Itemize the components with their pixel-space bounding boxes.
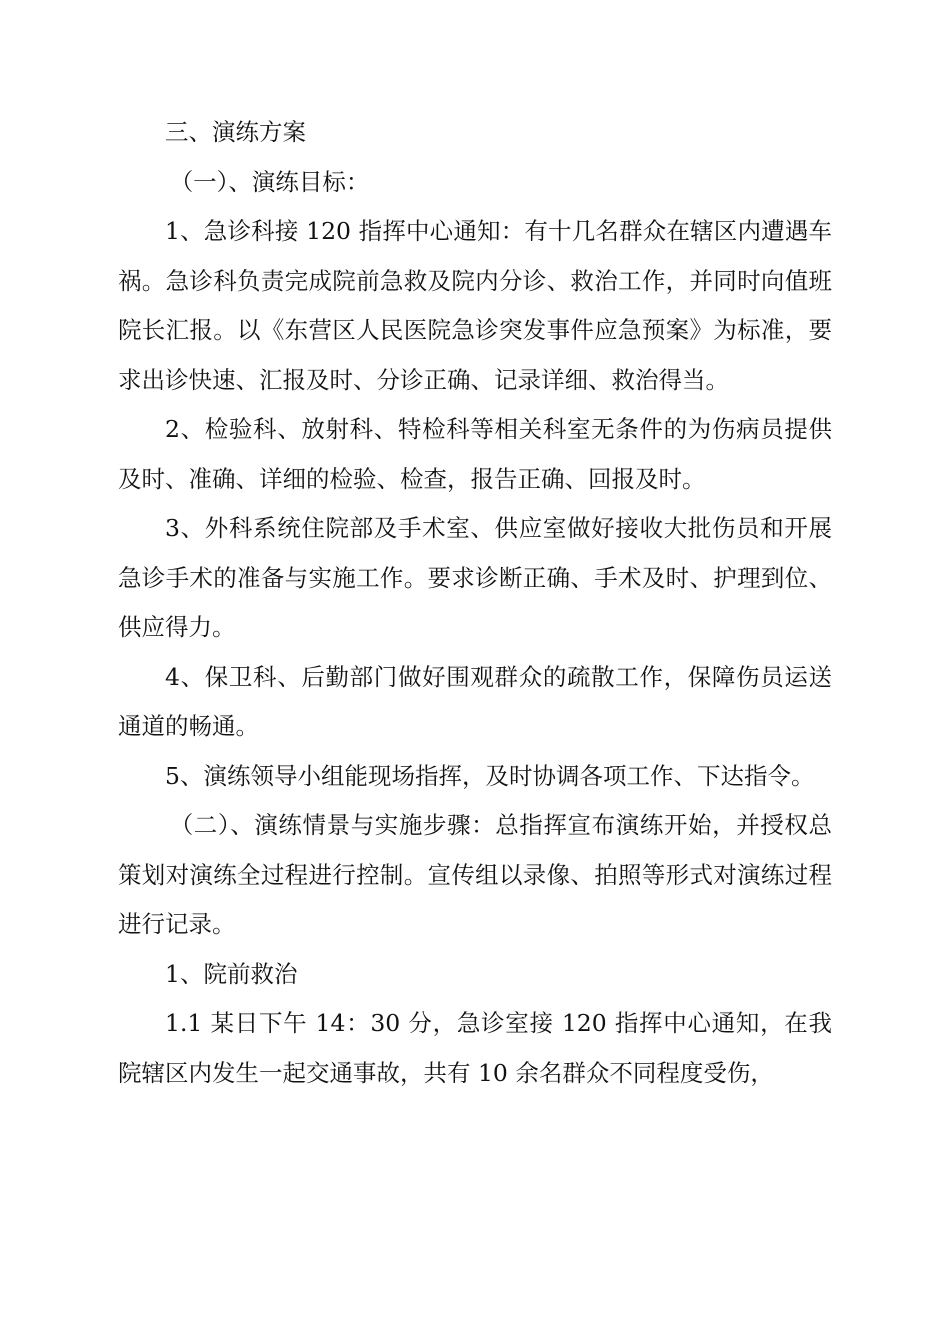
- paragraph-goal-2: 2、检验科、放射科、特检科等相关科室无条件的为伤病员提供及时、准确、详细的检验、检查，报告正确、回报及时。: [118, 415, 832, 493]
- paragraph-goal-5: 5、演练领导小组能现场指挥，及时协调各项工作、下达指令。: [165, 761, 815, 790]
- paragraph-goal-1: 1、急诊科接 120 指挥中心通知：有十几名群众在辖区内遭遇车祸。急诊科负责完成院前急救及院内分诊、救治工作，并同时向值班院长汇报。以《东营区人民医院急诊突发事件应急预案》为标准，要求出诊快速、汇报及时、分诊正确、记录详细、救治得当。: [118, 217, 832, 394]
- subsection-title-goals: （一）、演练目标：: [169, 167, 370, 196]
- section-title: 三、演练方案: [165, 118, 306, 146]
- paragraph-goal-4: 4、保卫科、后勤部门做好围观群众的疏散工作，保障伤员运送通道的畅通。: [118, 662, 832, 740]
- paragraph-goal-3: 3、外科系统住院部及手术室、供应室做好接收大批伤员和开展急诊手术的准备与实施工作。要求诊断正确、手术及时、护理到位、供应得力。: [118, 514, 832, 641]
- step-title-prehospital: 1、院前救治: [165, 959, 298, 988]
- document-body: [118, 108, 832, 1098]
- paragraph-step-1-1: 1.1 某日下午 14：30 分，急诊室接 120 指挥中心通知，在我院辖区内发生一起交通事故，共有 10 余名群众不同程度受伤，: [118, 1009, 832, 1087]
- subsection-scenario: （二）、演练情景与实施步骤：总指挥宣布演练开始，并授权总策划对演练全过程进行控制。宣传组以录像、拍照等形式对演练过程进行记录。: [118, 811, 832, 938]
